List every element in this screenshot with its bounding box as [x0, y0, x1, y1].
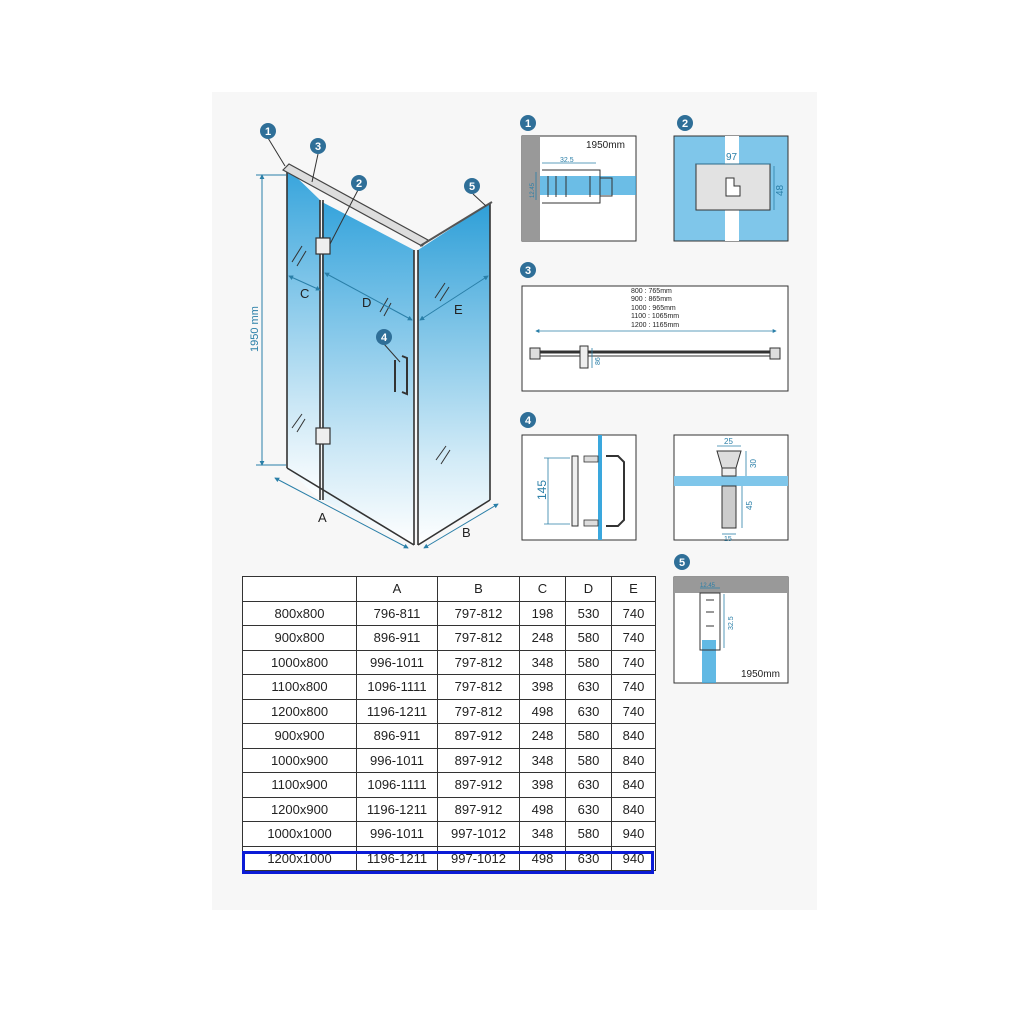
detail-2-width: 97 [726, 152, 738, 163]
table-cell: 1096-1111 [357, 675, 438, 700]
hinge-top [316, 238, 330, 254]
table-cell: 897-912 [438, 724, 520, 749]
table-cell: 940 [612, 846, 656, 871]
table-cell: 840 [612, 773, 656, 798]
detail-5-total-height: 1950mm [741, 669, 780, 680]
label-e: E [454, 302, 463, 317]
badge-3-detail: 3 [524, 265, 532, 277]
table-cell: 348 [520, 822, 566, 847]
badge-4-detail: 4 [524, 415, 532, 427]
table-cell: 1000x900 [243, 748, 357, 773]
table-cell: 897-912 [438, 748, 520, 773]
table-row [243, 846, 656, 871]
detail-4-handle-side [520, 412, 636, 540]
side-glass-panel [418, 203, 490, 545]
detail-2-hinge [674, 115, 788, 241]
badge-5-main: 5 [468, 181, 476, 193]
badge-4-main: 4 [380, 332, 388, 344]
table-cell: 896-911 [357, 724, 438, 749]
table-cell: 997-1012 [438, 822, 520, 847]
table-cell: 498 [520, 846, 566, 871]
table-header-cell: A [357, 577, 438, 602]
table-header-cell: D [566, 577, 612, 602]
table-cell: 630 [566, 699, 612, 724]
detail-3-size-4: 1200 : 1165mm [631, 322, 680, 329]
table-header-cell [243, 577, 357, 602]
badge-3-main: 3 [314, 141, 322, 153]
table-cell: 740 [612, 650, 656, 675]
table-row [243, 748, 656, 773]
detail-3-size-1: 900 : 865mm [631, 296, 672, 303]
detail-5-side-profile [674, 554, 788, 683]
table-cell: 1196-1211 [357, 797, 438, 822]
table-row [243, 675, 656, 700]
detail-1-wall-profile [520, 115, 636, 241]
table-cell: 796-811 [357, 601, 438, 626]
table-cell: 996-1011 [357, 650, 438, 675]
table-cell: 740 [612, 601, 656, 626]
table-cell: 840 [612, 748, 656, 773]
table-row [243, 724, 656, 749]
table-cell: 1200x1000 [243, 846, 357, 871]
table-cell: 797-812 [438, 601, 520, 626]
table-header-cell: C [520, 577, 566, 602]
table-cell: 1196-1211 [357, 699, 438, 724]
fixed-glass-panel [287, 168, 320, 500]
table-cell: 580 [566, 822, 612, 847]
table-cell: 630 [566, 675, 612, 700]
detail-5-height: 32.5 [728, 616, 735, 630]
label-c: C [300, 286, 310, 301]
table-row [243, 773, 656, 798]
detail-3-size-2: 1000 : 965mm [631, 305, 676, 312]
height-dimension-label: 1950 mm [249, 306, 261, 352]
table-cell: 740 [612, 675, 656, 700]
table-cell: 348 [520, 650, 566, 675]
table-cell: 630 [566, 773, 612, 798]
table-cell: 580 [566, 626, 612, 651]
dimension-table [242, 576, 656, 871]
table-cell: 900x800 [243, 626, 357, 651]
table-cell: 398 [520, 773, 566, 798]
shower-enclosure [249, 138, 498, 548]
detail-4b-h1: 30 [749, 459, 758, 468]
table-cell: 997-1012 [438, 846, 520, 871]
table-header-cell: E [612, 577, 656, 602]
table-cell: 1200x900 [243, 797, 357, 822]
table-cell: 740 [612, 626, 656, 651]
table-cell: 1200x800 [243, 699, 357, 724]
table-cell: 897-912 [438, 797, 520, 822]
table-cell: 840 [612, 724, 656, 749]
table-cell: 996-1011 [357, 822, 438, 847]
detail-3-size-3: 1100 : 1065mm [631, 313, 680, 320]
table-cell: 797-812 [438, 650, 520, 675]
badge-5-detail: 5 [678, 557, 686, 569]
table-cell: 580 [566, 748, 612, 773]
table-cell: 530 [566, 601, 612, 626]
detail-1-height: 1950mm [586, 140, 625, 151]
detail-2-height: 48 [775, 184, 786, 196]
table-cell: 900x900 [243, 724, 357, 749]
table-cell: 1000x800 [243, 650, 357, 675]
table-row [243, 601, 656, 626]
detail-1-depth: 12.45 [530, 182, 536, 198]
detail-5-width: 12.45 [700, 583, 716, 589]
table-cell: 198 [520, 601, 566, 626]
table-cell: 398 [520, 675, 566, 700]
table-cell: 498 [520, 797, 566, 822]
label-b: B [462, 525, 471, 540]
table-cell: 248 [520, 626, 566, 651]
table-row [243, 626, 656, 651]
table-cell: 630 [566, 797, 612, 822]
badge-1-main: 1 [264, 126, 272, 138]
table-cell: 1100x800 [243, 675, 357, 700]
table-cell: 797-812 [438, 699, 520, 724]
detail-3-height: 86 [595, 357, 602, 365]
table-cell: 797-812 [438, 626, 520, 651]
table-cell: 498 [520, 699, 566, 724]
table-cell: 797-812 [438, 675, 520, 700]
detail-3-size-0: 800 : 765mm [631, 288, 672, 295]
table-row [243, 699, 656, 724]
table-cell: 996-1011 [357, 748, 438, 773]
table-cell: 580 [566, 650, 612, 675]
table-row [243, 822, 656, 847]
table-cell: 630 [566, 846, 612, 871]
hinge-bottom [316, 428, 330, 444]
detail-4b-base: 15 [724, 536, 732, 543]
label-d: D [362, 295, 372, 310]
door-glass-panel [322, 202, 414, 545]
detail-4-length: 145 [535, 479, 549, 500]
table-header-row [243, 577, 656, 602]
table-row [243, 797, 656, 822]
table-cell: 840 [612, 797, 656, 822]
table-header-cell: B [438, 577, 520, 602]
table-cell: 800x800 [243, 601, 357, 626]
detail-4b-h2: 45 [745, 501, 754, 510]
table-cell: 1196-1211 [357, 846, 438, 871]
table-cell: 940 [612, 822, 656, 847]
table-cell: 740 [612, 699, 656, 724]
detail-3-stabilizer-bar [520, 262, 788, 391]
table-cell: 580 [566, 724, 612, 749]
badge-2-main: 2 [355, 178, 363, 190]
table-cell: 348 [520, 748, 566, 773]
badge-2-detail: 2 [681, 118, 689, 130]
detail-4-handle-section [674, 435, 788, 543]
label-a: A [318, 510, 327, 525]
table-cell: 248 [520, 724, 566, 749]
detail-1-width: 32.5 [560, 157, 574, 164]
table-cell: 897-912 [438, 773, 520, 798]
table-row [243, 650, 656, 675]
table-cell: 896-911 [357, 626, 438, 651]
table-cell: 1096-1111 [357, 773, 438, 798]
table-cell: 1100x900 [243, 773, 357, 798]
badge-1-detail: 1 [524, 118, 532, 130]
detail-4b-width: 25 [724, 437, 733, 446]
table-cell: 1000x1000 [243, 822, 357, 847]
